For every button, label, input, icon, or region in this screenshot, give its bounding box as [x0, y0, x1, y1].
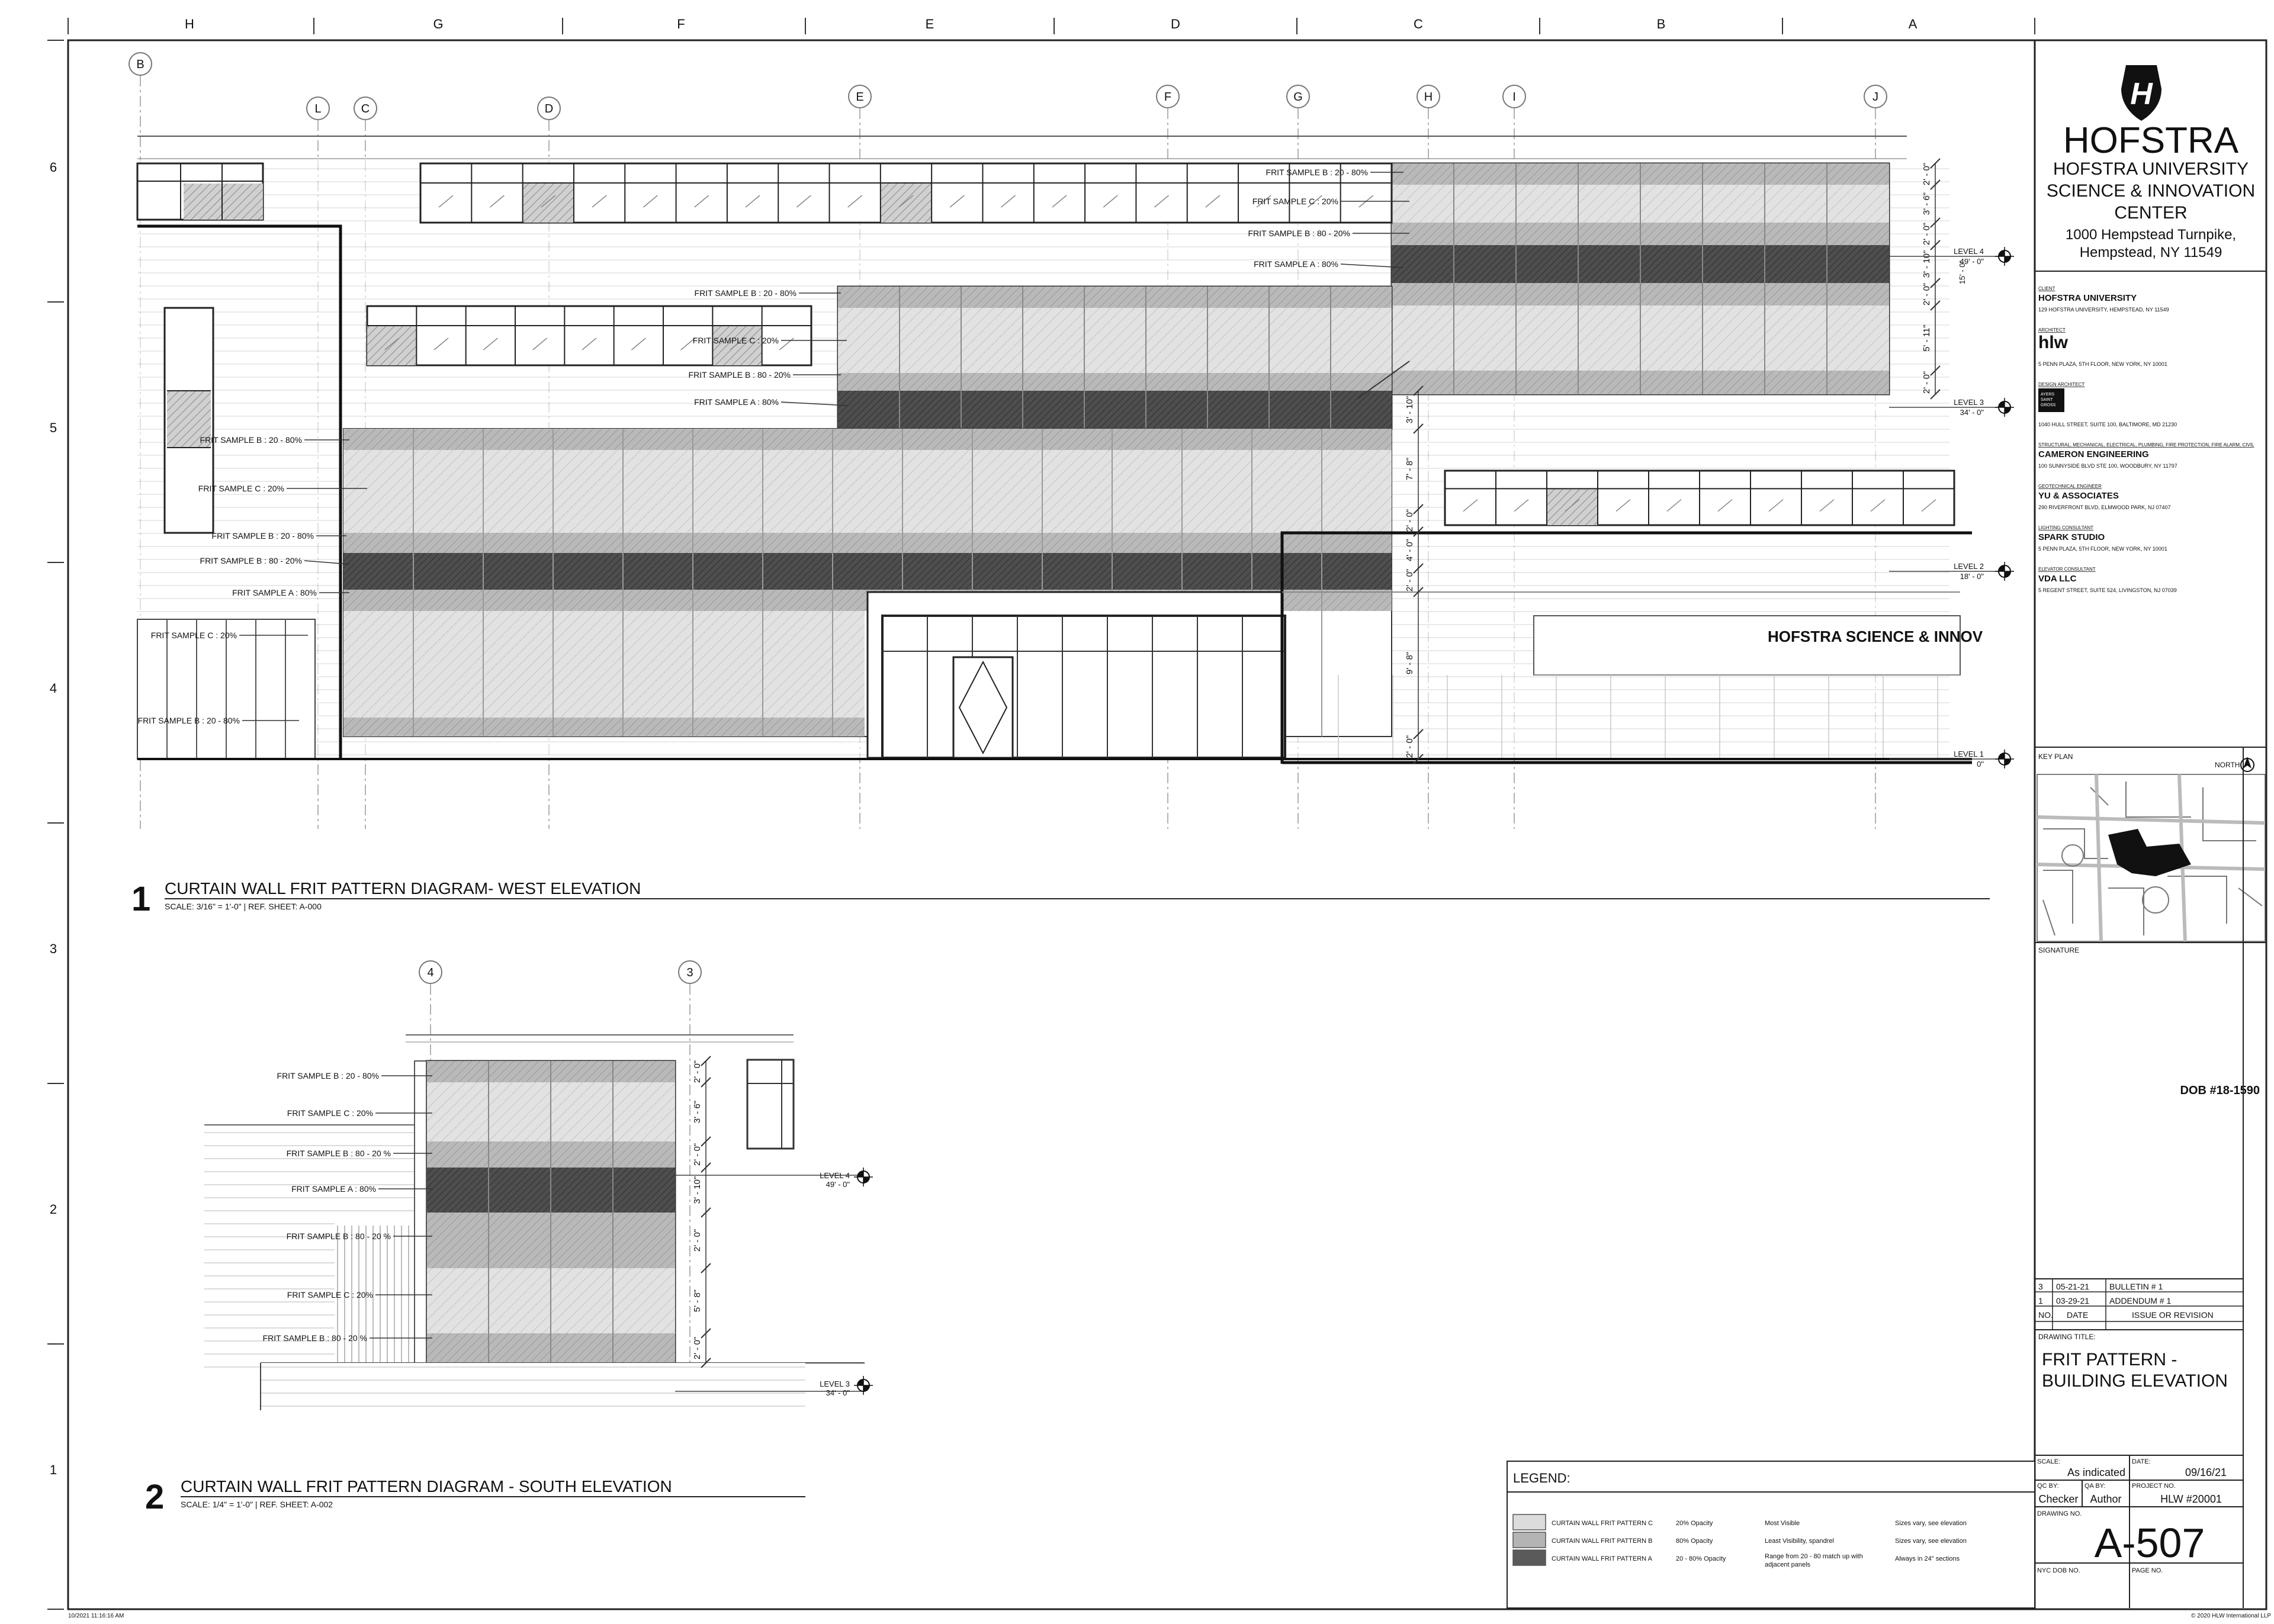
qc-label: QC BY: — [2037, 1482, 2059, 1490]
consultant-team — [2038, 286, 2254, 593]
team-address: 290 RIVERFRONT BLVD, ELMWOOD PARK, NJ 07407 — [2038, 504, 2171, 510]
grid-column-label: A — [1908, 17, 1918, 31]
grid-row-label: 5 — [49, 420, 57, 435]
grid-column-label: F — [677, 17, 685, 31]
grid-bubble: H — [1424, 91, 1433, 104]
legend-name: CURTAIN WALL FRIT PATTERN C — [1552, 1520, 1653, 1527]
dimension-text: 2' - 0" — [692, 1336, 702, 1360]
west-elevation — [129, 53, 2014, 829]
legend-visibility: Most Visible — [1765, 1520, 1800, 1527]
drawing-title-line: BUILDING ELEVATION — [2042, 1371, 2228, 1391]
grid-row-label: 1 — [49, 1462, 57, 1477]
team-name: CAMERON ENGINEERING — [2038, 449, 2149, 459]
svg-text:LEVEL 1: LEVEL 1 — [1954, 750, 1984, 758]
team-role: ARCHITECT — [2038, 327, 2066, 333]
legend-swatch — [1513, 1532, 1546, 1548]
grid-column-label: E — [925, 17, 934, 31]
revision-header: NO. — [2038, 1310, 2053, 1320]
dimension-text: 2' - 0" — [692, 1143, 702, 1166]
dimension-text: 5' - 8" — [692, 1289, 702, 1313]
legend-swatch — [1513, 1514, 1546, 1530]
grid-bubble: E — [856, 91, 864, 104]
qa-value: Author — [2090, 1493, 2122, 1505]
grid-bubble: G — [1293, 91, 1303, 104]
revision-no: 3 — [2038, 1282, 2043, 1291]
vertical-dimension: 15' - 0" — [1958, 260, 1967, 285]
nyc-dob-label: NYC DOB NO. — [2037, 1567, 2080, 1574]
grid-column-label: H — [185, 17, 194, 31]
legend-swatch — [1513, 1550, 1546, 1565]
legend-sizes: Sizes vary, see elevation — [1895, 1538, 1967, 1545]
dimension-text: 2' - 0" — [1922, 222, 1932, 246]
dimension-text: 3' - 10" — [1922, 250, 1932, 278]
revision-issue: ADDENDUM # 1 — [2109, 1296, 2172, 1305]
team-role: LIGHTING CONSULTANT — [2038, 525, 2094, 530]
grid-bubble: B — [136, 58, 144, 71]
dimension-text: 5' - 11" — [1922, 324, 1932, 352]
project-address-line: 1000 Hempstead Turnpike, — [2065, 227, 2237, 243]
hofstra-logo — [2121, 65, 2161, 121]
revision-no: 1 — [2038, 1296, 2043, 1305]
team-name: VDA LLC — [2038, 574, 2077, 584]
grid-bubble: I — [1512, 91, 1516, 104]
dimension-text: 4' - 0" — [1405, 538, 1415, 562]
grid-column-label: D — [1171, 17, 1180, 31]
revision-header: ISSUE OR REVISION — [2132, 1310, 2214, 1320]
grid-bubble: J — [1872, 91, 1878, 104]
key-plan-label: KEY PLAN — [2038, 752, 2073, 761]
svg-text:LEVEL 3: LEVEL 3 — [1954, 398, 1984, 407]
revision-issue: BULLETIN # 1 — [2109, 1282, 2163, 1291]
frit-label: FRIT SAMPLE B : 80 - 20 % — [262, 1333, 367, 1343]
svg-text:34' - 0": 34' - 0" — [826, 1388, 850, 1397]
dimension-text: 3' - 10" — [1405, 395, 1415, 424]
team-address: 5 REGENT STREET, SUITE 524, LIVINGSTON, NJ 07039 — [2038, 587, 2177, 593]
dimension-text: 2' - 0" — [1922, 371, 1932, 394]
dimension-text: 2' - 0" — [1922, 282, 1932, 306]
scale-label: SCALE: — [2037, 1458, 2061, 1465]
team-name: hlw — [2038, 333, 2068, 352]
dimension-text: 2' - 0" — [1405, 735, 1415, 758]
grid-row-label: 6 — [49, 160, 57, 175]
svg-text:CURTAIN WALL FRIT PATTERN DIAG: CURTAIN WALL FRIT PATTERN DIAGRAM- WEST ELEVATION — [165, 879, 641, 898]
grid-column-markers — [68, 17, 2035, 34]
grid-bubble: L — [314, 102, 322, 115]
frit-label: FRIT SAMPLE A : 80% — [291, 1184, 376, 1194]
frit-label: FRIT SAMPLE C : 20% — [1252, 197, 1338, 206]
dimension-text: 2' - 0" — [692, 1229, 702, 1252]
qa-label: QA BY: — [2084, 1482, 2106, 1490]
legend-opacity: 20 - 80% Opacity — [1676, 1555, 1726, 1562]
key-plan-map — [2037, 774, 2265, 941]
dimension-text: 2' - 0" — [692, 1060, 702, 1083]
grid-row-label: 2 — [49, 1202, 57, 1217]
frit-label: FRIT SAMPLE C : 20% — [287, 1290, 373, 1300]
svg-text:18' - 0": 18' - 0" — [1960, 572, 1984, 581]
team-address: 5 PENN PLAZA, 5TH FLOOR, NEW YORK, NY 10001 — [2038, 361, 2167, 367]
frit-label: FRIT SAMPLE B : 80 - 20% — [200, 556, 302, 565]
svg-text:H: H — [2130, 77, 2153, 111]
dob-number: DOB #18-1590 — [2180, 1084, 2260, 1097]
svg-text:LEVEL 3: LEVEL 3 — [820, 1379, 850, 1388]
legend-visibility: Range from 20 - 80 match up with adjacent panels — [1765, 1553, 1863, 1568]
project-no-label: PROJECT NO. — [2132, 1482, 2176, 1490]
date-label: DATE: — [2132, 1458, 2151, 1465]
team-address: 1040 HULL STREET, SUITE 100, BALTIMORE, MD 21230 — [2038, 422, 2177, 427]
date-value: 09/16/21 — [2185, 1467, 2227, 1478]
team-name: AYERS SAINT GROSS — [2041, 393, 2056, 407]
frit-label: FRIT SAMPLE B : 80 - 20 % — [286, 1231, 391, 1241]
frit-label: FRIT SAMPLE B : 20 - 80% — [277, 1071, 379, 1080]
legend-name: CURTAIN WALL FRIT PATTERN B — [1552, 1538, 1653, 1545]
project-address-line: Hempstead, NY 11549 — [2079, 245, 2222, 261]
legend — [1507, 1461, 2035, 1608]
svg-text:CURTAIN WALL FRIT PATTERN DIAG: CURTAIN WALL FRIT PATTERN DIAGRAM - SOUTH ELEVATION — [181, 1477, 672, 1496]
frit-label: FRIT SAMPLE B : 20 - 80% — [200, 435, 302, 445]
title-block — [2035, 65, 2266, 1608]
svg-text:SCALE: 3/16" = 1'-0" | REF.: SCALE: 3/16" = 1'-0" | REF. SHEET: A-000 — [165, 902, 322, 911]
legend-sizes: Always in 24" sections — [1895, 1555, 1960, 1562]
frit-label: FRIT SAMPLE B : 80 - 20% — [1248, 229, 1350, 238]
frit-label: FRIT SAMPLE B : 80 - 20 % — [286, 1149, 391, 1158]
dimension-text: 9' - 8" — [1405, 651, 1415, 675]
frit-label: FRIT SAMPLE A : 80% — [694, 397, 779, 407]
dimension-text: 2' - 0" — [1405, 568, 1415, 592]
south-level-4 — [820, 1171, 850, 1189]
legend-name: CURTAIN WALL FRIT PATTERN A — [1552, 1555, 1652, 1562]
team-address: 5 PENN PLAZA, 5TH FLOOR, NEW YORK, NY 10001 — [2038, 546, 2167, 552]
svg-text:2: 2 — [145, 1478, 165, 1516]
svg-text:34' - 0": 34' - 0" — [1960, 408, 1984, 417]
dimension-text: 3' - 10" — [692, 1176, 702, 1204]
frit-label: FRIT SAMPLE C : 20% — [198, 484, 284, 493]
legend-title: LEGEND: — [1513, 1471, 1570, 1485]
legend-opacity: 20% Opacity — [1676, 1520, 1713, 1527]
frit-label: FRIT SAMPLE B : 80 - 20% — [688, 370, 791, 380]
grid-bubble: D — [544, 102, 554, 115]
signature-label: SIGNATURE — [2038, 946, 2080, 954]
revision-table — [2035, 1279, 2243, 1330]
team-role: DESIGN ARCHITECT — [2038, 382, 2085, 387]
view-1-title — [131, 879, 1990, 918]
frit-label: FRIT SAMPLE C : 20% — [287, 1108, 373, 1118]
drawing-title-label: DRAWING TITLE: — [2038, 1333, 2096, 1341]
svg-text:LEVEL 4: LEVEL 4 — [820, 1171, 850, 1180]
grid-bubble: 3 — [686, 966, 693, 979]
dimension-text: 7' - 8" — [1405, 457, 1415, 481]
frit-label: FRIT SAMPLE C : 20% — [150, 631, 237, 640]
grid-row-label: 3 — [49, 941, 57, 956]
project-name-line: HOFSTRA UNIVERSITY — [2053, 159, 2249, 179]
grid-bubble: C — [361, 102, 370, 115]
drawing-no-label: DRAWING NO. — [2037, 1510, 2082, 1517]
view-2-title — [145, 1477, 805, 1516]
team-name: SPARK STUDIO — [2038, 532, 2105, 542]
dimension-text: 3' - 6" — [692, 1100, 702, 1124]
team-name: HOFSTRA UNIVERSITY — [2038, 293, 2137, 303]
team-role: STRUCTURAL, MECHANICAL, ELECTRICAL, PLUMBING, FIRE PROTECTION, FIRE ALARM, CIVIL — [2038, 442, 2254, 448]
print-stamp: 10/2021 11:16:16 AM — [68, 1613, 124, 1619]
grid-row-markers — [47, 40, 64, 1609]
dimension-text: 2' - 0" — [1922, 162, 1932, 186]
building-sign-text: HOFSTRA SCIENCE & INNOV — [1768, 628, 1983, 645]
svg-text:LEVEL 2: LEVEL 2 — [1954, 562, 1984, 571]
qc-value: Checker — [2038, 1493, 2079, 1505]
north-label: NORTH — [2215, 761, 2240, 769]
svg-text:0": 0" — [1977, 760, 1984, 768]
frit-label: FRIT SAMPLE B : 20 - 80% — [137, 716, 240, 725]
dimension-text: 2' - 0" — [1405, 509, 1415, 532]
grid-column-label: G — [433, 17, 444, 31]
south-level-3 — [820, 1379, 850, 1397]
svg-text:49' - 0": 49' - 0" — [826, 1180, 850, 1189]
south-elevation — [204, 961, 873, 1410]
legend-opacity: 80% Opacity — [1676, 1538, 1713, 1545]
team-role: ELEVATOR CONSULTANT — [2038, 567, 2096, 572]
grid-row-label: 4 — [49, 681, 57, 696]
drawing-number: A-507 — [2094, 1520, 2205, 1566]
brand-name: HOFSTRA — [2063, 120, 2239, 161]
revision-date: 03-29-21 — [2056, 1296, 2090, 1305]
legend-visibility: Least Visibility, spandrel — [1765, 1538, 1834, 1545]
legend-sizes: Sizes vary, see elevation — [1895, 1520, 1967, 1527]
team-role: CLIENT — [2038, 286, 2055, 291]
revision-date: 05-21-21 — [2056, 1282, 2090, 1291]
page-no-label: PAGE NO. — [2132, 1567, 2163, 1574]
grid-column-label: C — [1414, 17, 1423, 31]
dimension-text: 3' - 6" — [1922, 192, 1932, 216]
team-name: YU & ASSOCIATES — [2038, 491, 2119, 501]
team-role: GEOTECHNICAL ENGINEER — [2038, 484, 2102, 489]
frit-label: FRIT SAMPLE A : 80% — [1254, 259, 1338, 269]
frit-label: FRIT SAMPLE B : 20 - 80% — [211, 531, 314, 541]
frit-label: FRIT SAMPLE B : 20 - 80% — [694, 288, 796, 298]
svg-text:SCALE: 1/4" = 1'-0" | REF.: SCALE: 1/4" = 1'-0" | REF. SHEET: A-002 — [181, 1500, 333, 1509]
project-name-line: CENTER — [2114, 203, 2188, 223]
scale-value: As indicated — [2067, 1467, 2126, 1478]
svg-text:1: 1 — [131, 880, 151, 918]
team-address: 129 HOFSTRA UNIVERSITY, HEMPSTEAD, NY 11549 — [2038, 307, 2169, 313]
project-no-value: HLW #20001 — [2160, 1493, 2222, 1505]
svg-text:49' - 0": 49' - 0" — [1960, 257, 1984, 266]
frit-label: FRIT SAMPLE B : 20 - 80% — [1266, 168, 1368, 177]
drawing-title-line: FRIT PATTERN - — [2042, 1350, 2177, 1369]
frit-label: FRIT SAMPLE A : 80% — [232, 588, 317, 597]
grid-bubble: F — [1164, 91, 1172, 104]
grid-bubble: 4 — [427, 966, 434, 979]
copyright: © 2020 HLW International LLP — [2191, 1613, 2272, 1619]
frit-label: FRIT SAMPLE C : 20% — [692, 336, 779, 345]
grid-column-label: B — [1656, 17, 1666, 31]
svg-text:LEVEL 4: LEVEL 4 — [1954, 247, 1984, 256]
revision-header: DATE — [2067, 1310, 2089, 1320]
project-name-line: SCIENCE & INNOVATION — [2046, 181, 2256, 201]
team-address: 100 SUNNYSIDE BLVD STE 100, WOODBURY, NY 11797 — [2038, 463, 2177, 469]
